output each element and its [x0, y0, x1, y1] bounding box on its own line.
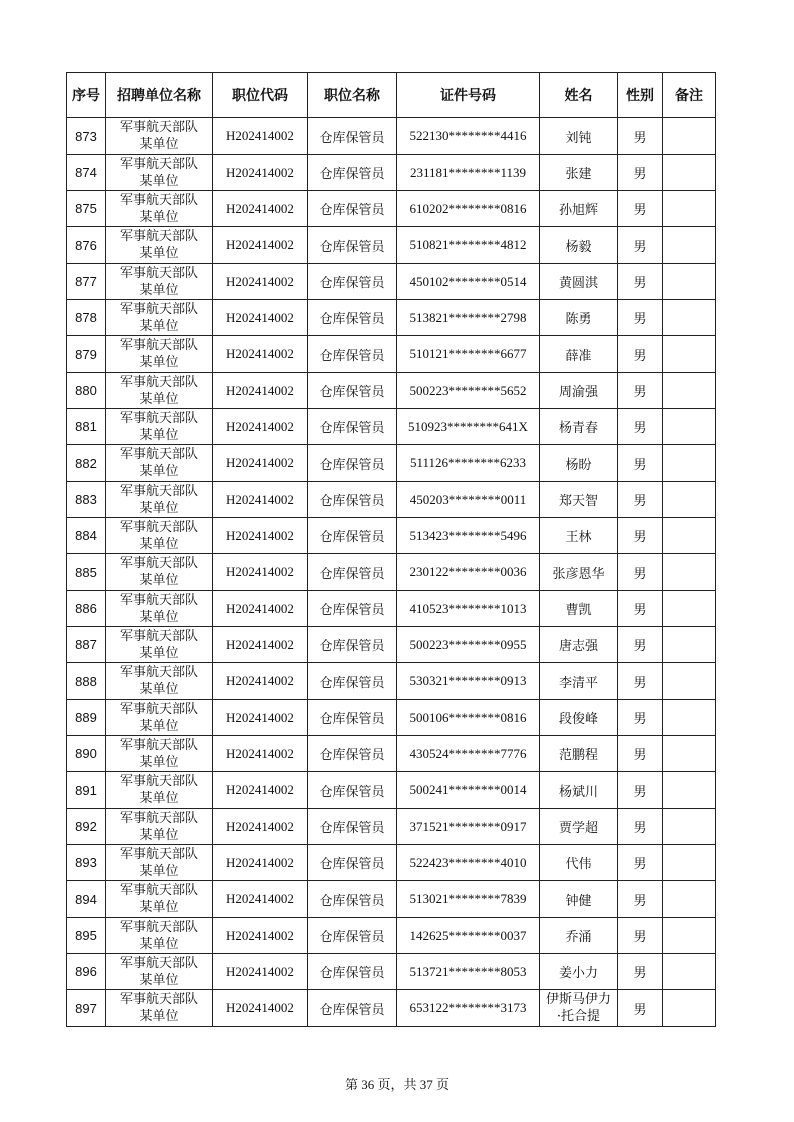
cell-seq: 895 [67, 918, 106, 954]
cell-note [663, 881, 716, 918]
cell-note [663, 809, 716, 845]
cell-name: 杨毅 [540, 227, 618, 264]
table-row [67, 554, 716, 591]
cell-code: H202414002 [213, 518, 308, 554]
cell-seq: 893 [67, 845, 106, 881]
cell-id-number: 500223********5652 [397, 373, 540, 409]
page-footer: 第 36 页，共 37 页 [344, 1077, 449, 1092]
cell-seq: 878 [67, 300, 106, 336]
cell-unit [106, 663, 213, 700]
unit-line-1: 军事航天部队 [119, 883, 198, 898]
unit-line-1: 军事航天部队 [119, 919, 198, 935]
cell-id-number: 450102********0514 [397, 264, 540, 300]
unit-line-2: 某单位 [139, 791, 179, 806]
unit-line-1: 军事航天部队 [119, 665, 198, 680]
cell-name: 王林 [540, 518, 618, 554]
unit-line-2: 某单位 [139, 645, 179, 661]
cell-note [663, 845, 716, 881]
cell-gender: 男 [618, 118, 663, 155]
cell-position: 仓库保管员 [308, 881, 397, 918]
cell-gender: 男 [618, 300, 663, 336]
cell-code: H202414002 [213, 409, 308, 445]
table-row [67, 518, 716, 554]
cell-name [540, 990, 618, 1027]
cell-note [663, 990, 716, 1027]
cell-position: 仓库保管员 [308, 663, 397, 700]
cell-code: H202414002 [213, 736, 308, 772]
table-row [67, 373, 716, 409]
cell-note [663, 264, 716, 300]
cell-seq: 885 [67, 554, 106, 591]
cell-position: 仓库保管员 [308, 482, 397, 518]
cell-seq: 889 [67, 700, 106, 736]
cell-unit [106, 881, 213, 918]
cell-name: 杨斌川 [540, 772, 618, 809]
cell-seq: 886 [67, 591, 106, 627]
table-row [67, 663, 716, 700]
unit-line-1: 军事航天部队 [119, 628, 198, 644]
cell-name: 张彦恩华 [540, 554, 618, 591]
cell-note [663, 627, 716, 663]
unit-line-1: 军事航天部队 [119, 301, 198, 317]
unit-line-1: 军事航天部队 [119, 592, 198, 608]
cell-unit [106, 736, 213, 772]
unit-line-2: 某单位 [139, 282, 179, 298]
cell-code: H202414002 [213, 918, 308, 954]
cell-unit [106, 918, 213, 954]
cell-unit [106, 700, 213, 736]
unit-line-1: 军事航天部队 [119, 265, 198, 281]
cell-seq: 891 [67, 772, 106, 809]
cell-name: 贾学超 [540, 809, 618, 845]
cell-id-number: 500106********0816 [397, 700, 540, 736]
cell-note [663, 772, 716, 809]
cell-code: H202414002 [213, 155, 308, 191]
cell-gender: 男 [618, 663, 663, 700]
cell-name: 段俊峰 [540, 700, 618, 736]
cell-unit [106, 191, 213, 227]
name-line-1: 伊斯马伊力 [545, 992, 611, 1007]
table-row [67, 409, 716, 445]
cell-gender: 男 [618, 627, 663, 663]
unit-line-2: 某单位 [139, 754, 179, 770]
cell-gender: 男 [618, 990, 663, 1027]
cell-seq: 884 [67, 518, 106, 554]
cell-name: 孙旭辉 [540, 191, 618, 227]
cell-seq: 881 [67, 409, 106, 445]
cell-gender: 男 [618, 809, 663, 845]
unit-line-2: 某单位 [139, 500, 179, 516]
cell-id-number: 610202********0816 [397, 191, 540, 227]
cell-note [663, 736, 716, 772]
unit-line-1: 军事航天部队 [119, 229, 198, 244]
cell-name: 乔涌 [540, 918, 618, 954]
table-row [67, 627, 716, 663]
cell-id-number: 500223********0955 [397, 627, 540, 663]
cell-seq: 874 [67, 155, 106, 191]
cell-unit [106, 445, 213, 482]
cell-id-number: 410523********1013 [397, 591, 540, 627]
cell-position: 仓库保管员 [308, 954, 397, 990]
cell-gender: 男 [618, 409, 663, 445]
cell-position: 仓库保管员 [308, 155, 397, 191]
cell-code: H202414002 [213, 336, 308, 373]
cell-note [663, 954, 716, 990]
cell-position: 仓库保管员 [308, 227, 397, 264]
cell-code: H202414002 [213, 663, 308, 700]
cell-name: 杨青春 [540, 409, 618, 445]
roster-table [66, 72, 716, 1027]
unit-line-2: 某单位 [139, 936, 179, 952]
cell-id-number: 530321********0913 [397, 663, 540, 700]
cell-note [663, 336, 716, 373]
cell-code: H202414002 [213, 373, 308, 409]
cell-name: 范鹏程 [540, 736, 618, 772]
cell-seq: 892 [67, 809, 106, 845]
cell-position: 仓库保管员 [308, 990, 397, 1027]
cell-id-number: 231181********1139 [397, 155, 540, 191]
unit-line-2: 某单位 [139, 536, 179, 552]
cell-note [663, 118, 716, 155]
cell-gender: 男 [618, 554, 663, 591]
cell-note [663, 700, 716, 736]
cell-name: 张建 [540, 155, 618, 191]
cell-code: H202414002 [213, 264, 308, 300]
cell-code: H202414002 [213, 845, 308, 881]
cell-seq: 894 [67, 881, 106, 918]
cell-seq: 897 [67, 990, 106, 1027]
header-id-number: 证件号码 [397, 73, 540, 118]
cell-code: H202414002 [213, 118, 308, 155]
cell-id-number: 511126********6233 [397, 445, 540, 482]
cell-position: 仓库保管员 [308, 591, 397, 627]
cell-seq: 888 [67, 663, 106, 700]
cell-gender: 男 [618, 845, 663, 881]
cell-code: H202414002 [213, 772, 308, 809]
cell-position: 仓库保管员 [308, 918, 397, 954]
header-position: 职位名称 [308, 73, 397, 118]
cell-position: 仓库保管员 [308, 373, 397, 409]
table-row [67, 155, 716, 191]
cell-note [663, 409, 716, 445]
cell-name: 郑天智 [540, 482, 618, 518]
cell-name: 周渝强 [540, 373, 618, 409]
unit-line-1: 军事航天部队 [119, 156, 198, 172]
cell-unit [106, 227, 213, 264]
header-row [67, 73, 716, 118]
cell-gender: 男 [618, 700, 663, 736]
cell-name: 唐志强 [540, 627, 618, 663]
table-row [67, 445, 716, 482]
cell-unit [106, 155, 213, 191]
cell-code: H202414002 [213, 809, 308, 845]
cell-unit [106, 264, 213, 300]
cell-gender: 男 [618, 336, 663, 373]
name-line-2: ·托合提 [556, 1009, 601, 1024]
cell-seq: 875 [67, 191, 106, 227]
table-row [67, 118, 716, 155]
cell-name: 代伟 [540, 845, 618, 881]
cell-id-number: 522130********4416 [397, 118, 540, 155]
unit-line-2: 某单位 [139, 1009, 179, 1024]
cell-unit [106, 118, 213, 155]
cell-note [663, 918, 716, 954]
unit-line-2: 某单位 [139, 718, 179, 734]
cell-note [663, 227, 716, 264]
unit-line-2: 某单位 [139, 355, 179, 370]
unit-line-1: 军事航天部队 [119, 338, 198, 353]
cell-unit [106, 954, 213, 990]
cell-position: 仓库保管员 [308, 191, 397, 227]
cell-unit [106, 300, 213, 336]
cell-gender: 男 [618, 482, 663, 518]
cell-unit [106, 990, 213, 1027]
cell-seq: 880 [67, 373, 106, 409]
cell-unit [106, 373, 213, 409]
cell-position: 仓库保管员 [308, 772, 397, 809]
cell-unit [106, 772, 213, 809]
cell-position: 仓库保管员 [308, 809, 397, 845]
cell-position: 仓库保管员 [308, 300, 397, 336]
table-row [67, 990, 716, 1027]
cell-name: 曹凯 [540, 591, 618, 627]
cell-name: 刘钝 [540, 118, 618, 155]
unit-line-1: 军事航天部队 [119, 701, 198, 717]
unit-line-2: 某单位 [139, 427, 179, 443]
unit-line-1: 军事航天部队 [119, 519, 198, 535]
header-note: 备注 [663, 73, 716, 118]
cell-gender: 男 [618, 155, 663, 191]
unit-line-2: 某单位 [139, 137, 179, 152]
cell-code: H202414002 [213, 191, 308, 227]
cell-note [663, 191, 716, 227]
cell-code: H202414002 [213, 591, 308, 627]
cell-code: H202414002 [213, 990, 308, 1027]
unit-line-2: 某单位 [139, 464, 179, 479]
unit-line-1: 军事航天部队 [119, 992, 198, 1007]
unit-line-1: 军事航天部队 [119, 410, 198, 426]
cell-id-number: 500241********0014 [397, 772, 540, 809]
unit-line-2: 某单位 [139, 863, 179, 879]
header-code: 职位代码 [213, 73, 308, 118]
cell-name: 陈勇 [540, 300, 618, 336]
cell-note [663, 373, 716, 409]
cell-note [663, 591, 716, 627]
unit-line-1: 军事航天部队 [119, 556, 198, 571]
unit-line-2: 某单位 [139, 972, 179, 988]
cell-position: 仓库保管员 [308, 445, 397, 482]
unit-line-2: 某单位 [139, 391, 179, 407]
cell-name: 姜小力 [540, 954, 618, 990]
cell-position: 仓库保管员 [308, 409, 397, 445]
cell-position: 仓库保管员 [308, 118, 397, 155]
cell-gender: 男 [618, 373, 663, 409]
cell-unit [106, 809, 213, 845]
unit-line-2: 某单位 [139, 827, 179, 843]
cell-id-number: 513721********8053 [397, 954, 540, 990]
cell-note [663, 554, 716, 591]
table-row [67, 700, 716, 736]
cell-seq: 883 [67, 482, 106, 518]
unit-line-2: 某单位 [139, 209, 179, 225]
cell-gender: 男 [618, 918, 663, 954]
cell-seq: 877 [67, 264, 106, 300]
cell-seq: 887 [67, 627, 106, 663]
table-row [67, 227, 716, 264]
table-row [67, 954, 716, 990]
cell-id-number: 371521********0917 [397, 809, 540, 845]
table-row [67, 191, 716, 227]
cell-position: 仓库保管员 [308, 627, 397, 663]
cell-note [663, 300, 716, 336]
header-seq: 序号 [67, 73, 106, 118]
cell-seq: 879 [67, 336, 106, 373]
header-unit: 招聘单位名称 [106, 73, 213, 118]
cell-name: 薛准 [540, 336, 618, 373]
cell-gender: 男 [618, 591, 663, 627]
cell-gender: 男 [618, 881, 663, 918]
table-row [67, 809, 716, 845]
unit-line-1: 军事航天部队 [119, 955, 198, 971]
table-row [67, 591, 716, 627]
unit-line-1: 军事航天部队 [119, 810, 198, 826]
table-row [67, 300, 716, 336]
table-row [67, 881, 716, 918]
table-row [67, 772, 716, 809]
cell-position: 仓库保管员 [308, 518, 397, 554]
cell-unit [106, 554, 213, 591]
unit-line-2: 某单位 [139, 318, 179, 334]
table-row [67, 482, 716, 518]
table-header [67, 73, 716, 118]
cell-unit [106, 482, 213, 518]
header-name: 姓名 [540, 73, 618, 118]
cell-seq: 876 [67, 227, 106, 264]
cell-position: 仓库保管员 [308, 700, 397, 736]
unit-line-1: 军事航天部队 [119, 737, 198, 753]
cell-name: 李清平 [540, 663, 618, 700]
cell-unit [106, 591, 213, 627]
cell-id-number: 510121********6677 [397, 336, 540, 373]
table-body [67, 118, 716, 1027]
cell-code: H202414002 [213, 954, 308, 990]
cell-id-number: 522423********4010 [397, 845, 540, 881]
cell-unit [106, 336, 213, 373]
cell-note [663, 518, 716, 554]
cell-unit [106, 845, 213, 881]
cell-id-number: 513021********7839 [397, 881, 540, 918]
table-row [67, 264, 716, 300]
cell-id-number: 230122********0036 [397, 554, 540, 591]
cell-id-number: 430524********7776 [397, 736, 540, 772]
unit-line-2: 某单位 [139, 609, 179, 625]
cell-code: H202414002 [213, 445, 308, 482]
cell-seq: 896 [67, 954, 106, 990]
table-row [67, 845, 716, 881]
cell-gender: 男 [618, 227, 663, 264]
cell-unit [106, 409, 213, 445]
cell-id-number: 450203********0011 [397, 482, 540, 518]
cell-id-number: 142625********0037 [397, 918, 540, 954]
cell-unit [106, 627, 213, 663]
cell-code: H202414002 [213, 482, 308, 518]
cell-gender: 男 [618, 736, 663, 772]
cell-id-number: 510923********641X [397, 409, 540, 445]
cell-position: 仓库保管员 [308, 264, 397, 300]
unit-line-1: 军事航天部队 [119, 192, 198, 208]
unit-line-1: 军事航天部队 [119, 374, 198, 390]
cell-note [663, 155, 716, 191]
unit-line-1: 军事航天部队 [119, 846, 198, 862]
unit-line-1: 军事航天部队 [119, 774, 198, 789]
cell-note [663, 663, 716, 700]
cell-name: 杨盼 [540, 445, 618, 482]
unit-line-2: 某单位 [139, 682, 179, 697]
header-gender: 性别 [618, 73, 663, 118]
cell-gender: 男 [618, 191, 663, 227]
cell-name: 钟健 [540, 881, 618, 918]
cell-gender: 男 [618, 445, 663, 482]
cell-gender: 男 [618, 518, 663, 554]
cell-seq: 890 [67, 736, 106, 772]
cell-id-number: 513821********2798 [397, 300, 540, 336]
cell-code: H202414002 [213, 554, 308, 591]
cell-name: 黄圆淇 [540, 264, 618, 300]
unit-line-2: 某单位 [139, 173, 179, 189]
cell-note [663, 445, 716, 482]
cell-seq: 882 [67, 445, 106, 482]
cell-id-number: 510821********4812 [397, 227, 540, 264]
cell-seq: 873 [67, 118, 106, 155]
table-row [67, 336, 716, 373]
unit-line-2: 某单位 [139, 573, 179, 588]
cell-code: H202414002 [213, 227, 308, 264]
cell-code: H202414002 [213, 627, 308, 663]
unit-line-1: 军事航天部队 [119, 447, 198, 462]
cell-unit [106, 518, 213, 554]
cell-position: 仓库保管员 [308, 554, 397, 591]
cell-code: H202414002 [213, 300, 308, 336]
cell-gender: 男 [618, 264, 663, 300]
cell-position: 仓库保管员 [308, 845, 397, 881]
cell-note [663, 482, 716, 518]
cell-gender: 男 [618, 772, 663, 809]
unit-line-2: 某单位 [139, 900, 179, 915]
cell-code: H202414002 [213, 700, 308, 736]
unit-line-1: 军事航天部队 [119, 120, 198, 135]
cell-position: 仓库保管员 [308, 736, 397, 772]
cell-code: H202414002 [213, 881, 308, 918]
unit-line-2: 某单位 [139, 246, 179, 261]
unit-line-1: 军事航天部队 [119, 483, 198, 499]
cell-id-number: 653122********3173 [397, 990, 540, 1027]
table-row [67, 736, 716, 772]
cell-position: 仓库保管员 [308, 336, 397, 373]
cell-id-number: 513423********5496 [397, 518, 540, 554]
table-row [67, 918, 716, 954]
cell-gender: 男 [618, 954, 663, 990]
